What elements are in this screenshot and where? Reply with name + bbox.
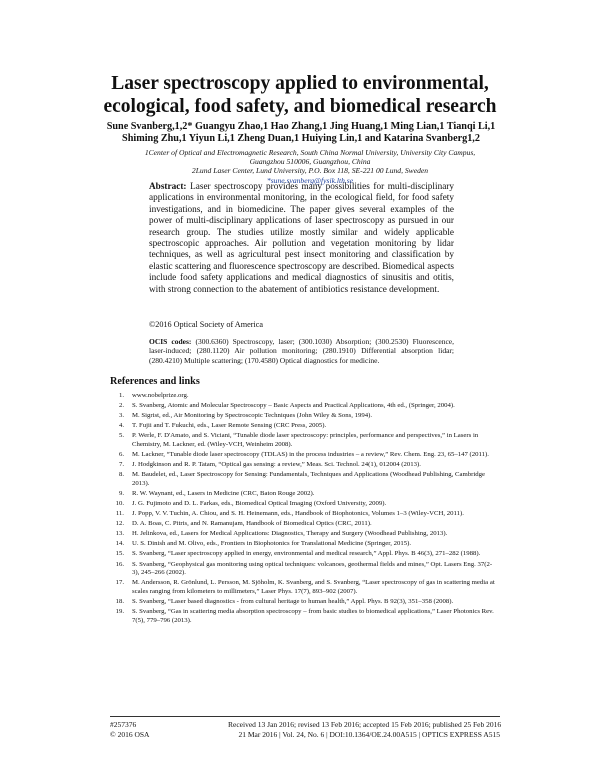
reference-text: J. G. Fujimoto and D. L. Farkas, eds., Biomedical Optical Imaging (Oxford University, 2009). (132, 500, 387, 508)
affiliation-2: 2Lund Laser Center, Lund University, P.O. Box 118, SE-221 00 Lund, Sweden (191, 166, 429, 176)
footer-org: © 2016 OSA (110, 729, 150, 739)
reference-item (110, 412, 495, 421)
authors-line-1: Sune Svanberg,1,2* Guangyu Zhao,1 Hao Zhang,1 Jing Huang,1 Ming Lian,1 Tianqi Li,1 (106, 121, 496, 132)
affiliation-1-line-1: 1Center of Optical and Electromagnetic Research, South China Normal University, University City Campus, (144, 148, 476, 157)
reference-item (110, 500, 495, 509)
reference-item (110, 432, 495, 450)
reference-item (110, 550, 495, 559)
reference-text: P. Werle, F. D'Amato, and S. Viciani, “Tunable diode laser spectroscopy: principles, performance and perspectives,” in Lasers in Chemistry, M. Lackner, ed. (Wiley-VCH, Weinheim 2008). (132, 432, 479, 449)
reference-number: 13. (115, 530, 124, 538)
reference-text: M. Baudelet, ed., Laser Spectroscopy for Sensing: Fundamentals, Techniques and Applications (Woodhead Publishing, Cambridge 2013). (132, 471, 485, 488)
ocis-text: (300.6360) Spectroscopy, laser; (300.1030) Absorption; (300.2530) Fluorescence, laser-induced; (280.1120) Air pollution monitoring; (280.1910) Differential absorption lidar; (280.4210) Multiple scattering; (170.4580) Optical diagnostics for medicine. (149, 337, 455, 365)
reference-number: 16. (115, 560, 124, 568)
corresponding-email-link[interactable]: *sune.svanberg@fysik.lth.se (266, 175, 354, 185)
reference-item (110, 471, 495, 489)
ocis-codes (149, 337, 454, 365)
reference-text: M. Andersson, R. Grönlund, L. Persson, M. Sjöholm, K. Svanberg, and S. Svanberg, “Laser spectroscopy of gas in scattering media at scales ranging from kilometers to millimeters,” Laser Phys. 17(7), 893–902 (2007). (132, 579, 495, 596)
abstract-label: Abstract: (149, 182, 187, 192)
authors-line-2: Shiming Zhu,1 Yiyun Li,1 Zheng Duan,1 Huiying Lin,1 and Katarina Svanberg1,2 (122, 133, 480, 144)
reference-text: T. Fujii and T. Fukuchi, eds., Laser Remote Sensing (CRC Press, 2005). (132, 422, 327, 430)
copyright-notice: ©2016 Optical Society of America (149, 320, 263, 329)
reference-number: 6. (118, 451, 124, 459)
paper-title (40, 72, 560, 118)
abstract (149, 182, 454, 296)
reference-number: 8. (118, 471, 124, 479)
footer-left (110, 720, 149, 739)
reference-text: J. Hodgkinson and R. P. Tatam, “Optical gas sensing: a review,” Meas. Sci. Technol. 24(1), 012004 (2013). (132, 461, 421, 469)
reference-number: 5. (118, 432, 124, 440)
reference-text: S. Svanberg, “Gas in scattering media absorption spectroscopy – from basic studies to biomedical applications,” Laser Photonics Rev. 7(5), 779–796 (2013). (132, 608, 494, 625)
reference-item (110, 490, 495, 499)
reference-number: 12. (115, 520, 124, 528)
reference-item (110, 561, 495, 579)
reference-number: 17. (115, 579, 124, 587)
reference-text: S. Svanberg, “Laser based diagnostics - from cultural heritage to human health,” Appl. Phys. B 92(3), 351–358 (2008). (132, 598, 454, 606)
reference-text: U. S. Dinish and M. Olivo, eds., Frontiers in Biophotonics for Translational Medicine (Springer, 2015). (132, 540, 412, 548)
footer-received: Received 13 Jan 2016; revised 13 Feb 2016; accepted 15 Feb 2016; published 25 Feb 2016 (228, 720, 502, 729)
footer-divider (110, 716, 500, 717)
reference-item (110, 579, 495, 597)
reference-item (110, 451, 495, 460)
ocis-label: OCIS codes: (149, 337, 192, 346)
reference-item (110, 598, 495, 607)
reference-number: 4. (118, 422, 124, 430)
reference-text: R. W. Waynant, ed., Lasers in Medicine (CRC, Baton Rouge 2002). (132, 490, 315, 498)
reference-number: 1. (118, 392, 124, 399)
reference-number: 14. (115, 540, 124, 548)
reference-item (110, 402, 495, 411)
reference-text: www.nobelprize.org. (132, 392, 189, 399)
reference-list (110, 392, 495, 627)
reference-item (110, 510, 495, 519)
reference-number: 7. (118, 461, 124, 469)
reference-item (110, 520, 495, 529)
footer-doc-id: #257376 (110, 720, 137, 729)
reference-text: S. Svanberg, “Geophysical gas monitoring using optical techniques: volcanoes, geothermal fields and mines,” Opt. Lasers Eng. 37(2-3), 245–266 (2002). (132, 560, 493, 577)
reference-number: 2. (118, 402, 124, 410)
footer-right (228, 720, 500, 739)
reference-item (110, 461, 495, 470)
reference-number: 9. (118, 490, 124, 498)
reference-text: S. Svanberg, “Laser spectroscopy applied in energy, environmental and medical research,” Appl. Phys. B 46(3), 271–282 (1988). (132, 550, 481, 558)
reference-text: M. Sigrist, ed., Air Monitoring by Spectroscopic Techniques (John Wiley & Sons, 1994). (132, 412, 373, 420)
reference-number: 19. (115, 608, 124, 616)
reference-text: H. Jelinkova, ed., Lasers for Medical Applications: Diagnostics, Therapy and Surgery (Woodhead Publishing, 2013). (132, 530, 448, 538)
affiliation-1-line-2: Guangzhou 510006, Guangzhou, China (249, 157, 371, 167)
reference-number: 10. (115, 500, 124, 508)
abstract-text: Laser spectroscopy provides many possibilities for multi-disciplinary applications in environmental monitoring, in the ecological field, for food safety investigations, and in biomedicine. The paper gives several examples of the power of multi-disciplinary applications of laser spectroscopy as pursued in our research group. The studies utilize mostly similar and widely applicable spectroscopic approaches. Air pollution and vegetation monitoring by lidar techniques, as well as agricultural pest insect monitoring and classification by elastic scattering and fluorescence spectroscopy are described. Biomedical aspects include food safety applications and medical diagnostics of sinusitis and otitis, with strong connection to the abatement of antibiotics resistance development. (149, 182, 455, 295)
title-line-2: ecological, food safety, and biomedical research (103, 96, 497, 117)
affiliations (110, 148, 510, 185)
reference-text: M. Lackner, “Tunable diode laser spectroscopy (TDLAS) in the process industries – a review,” Rev. Chem. Eng. 23, 65–147 (2011). (132, 451, 489, 459)
reference-item (110, 608, 495, 626)
reference-number: 11. (115, 510, 124, 518)
reference-text: S. Svanberg, Atomic and Molecular Spectroscopy – Basic Aspects and Practical Applications, 4th ed., (Springer, 2004). (132, 402, 455, 410)
reference-number: 18. (115, 598, 124, 606)
reference-item (110, 530, 495, 539)
reference-item (110, 422, 495, 431)
reference-number: 15. (115, 550, 124, 558)
reference-text: D. A. Boas, C. Pitris, and N. Ramanujam, Handbook of Biomedical Optics (CRC, 2011). (132, 520, 372, 528)
reference-text: J. Popp, V. V. Tuchin, A. Chiou, and S. H. Heinemann, eds., Handbook of Biophotonics, Volumes 1–3 (Wiley-VCH, 2011). (132, 510, 464, 518)
references-heading: References and links (110, 376, 200, 387)
reference-number: 3. (118, 412, 124, 420)
title-line-1: Laser spectroscopy applied to environmental, (111, 73, 489, 94)
reference-item (110, 540, 495, 549)
footer-citation: 21 Mar 2016 | Vol. 24, No. 6 | DOI:10.1364/OE.24.00A515 | OPTICS EXPRESS A515 (238, 729, 500, 739)
author-list (60, 121, 542, 145)
reference-item (110, 392, 495, 401)
